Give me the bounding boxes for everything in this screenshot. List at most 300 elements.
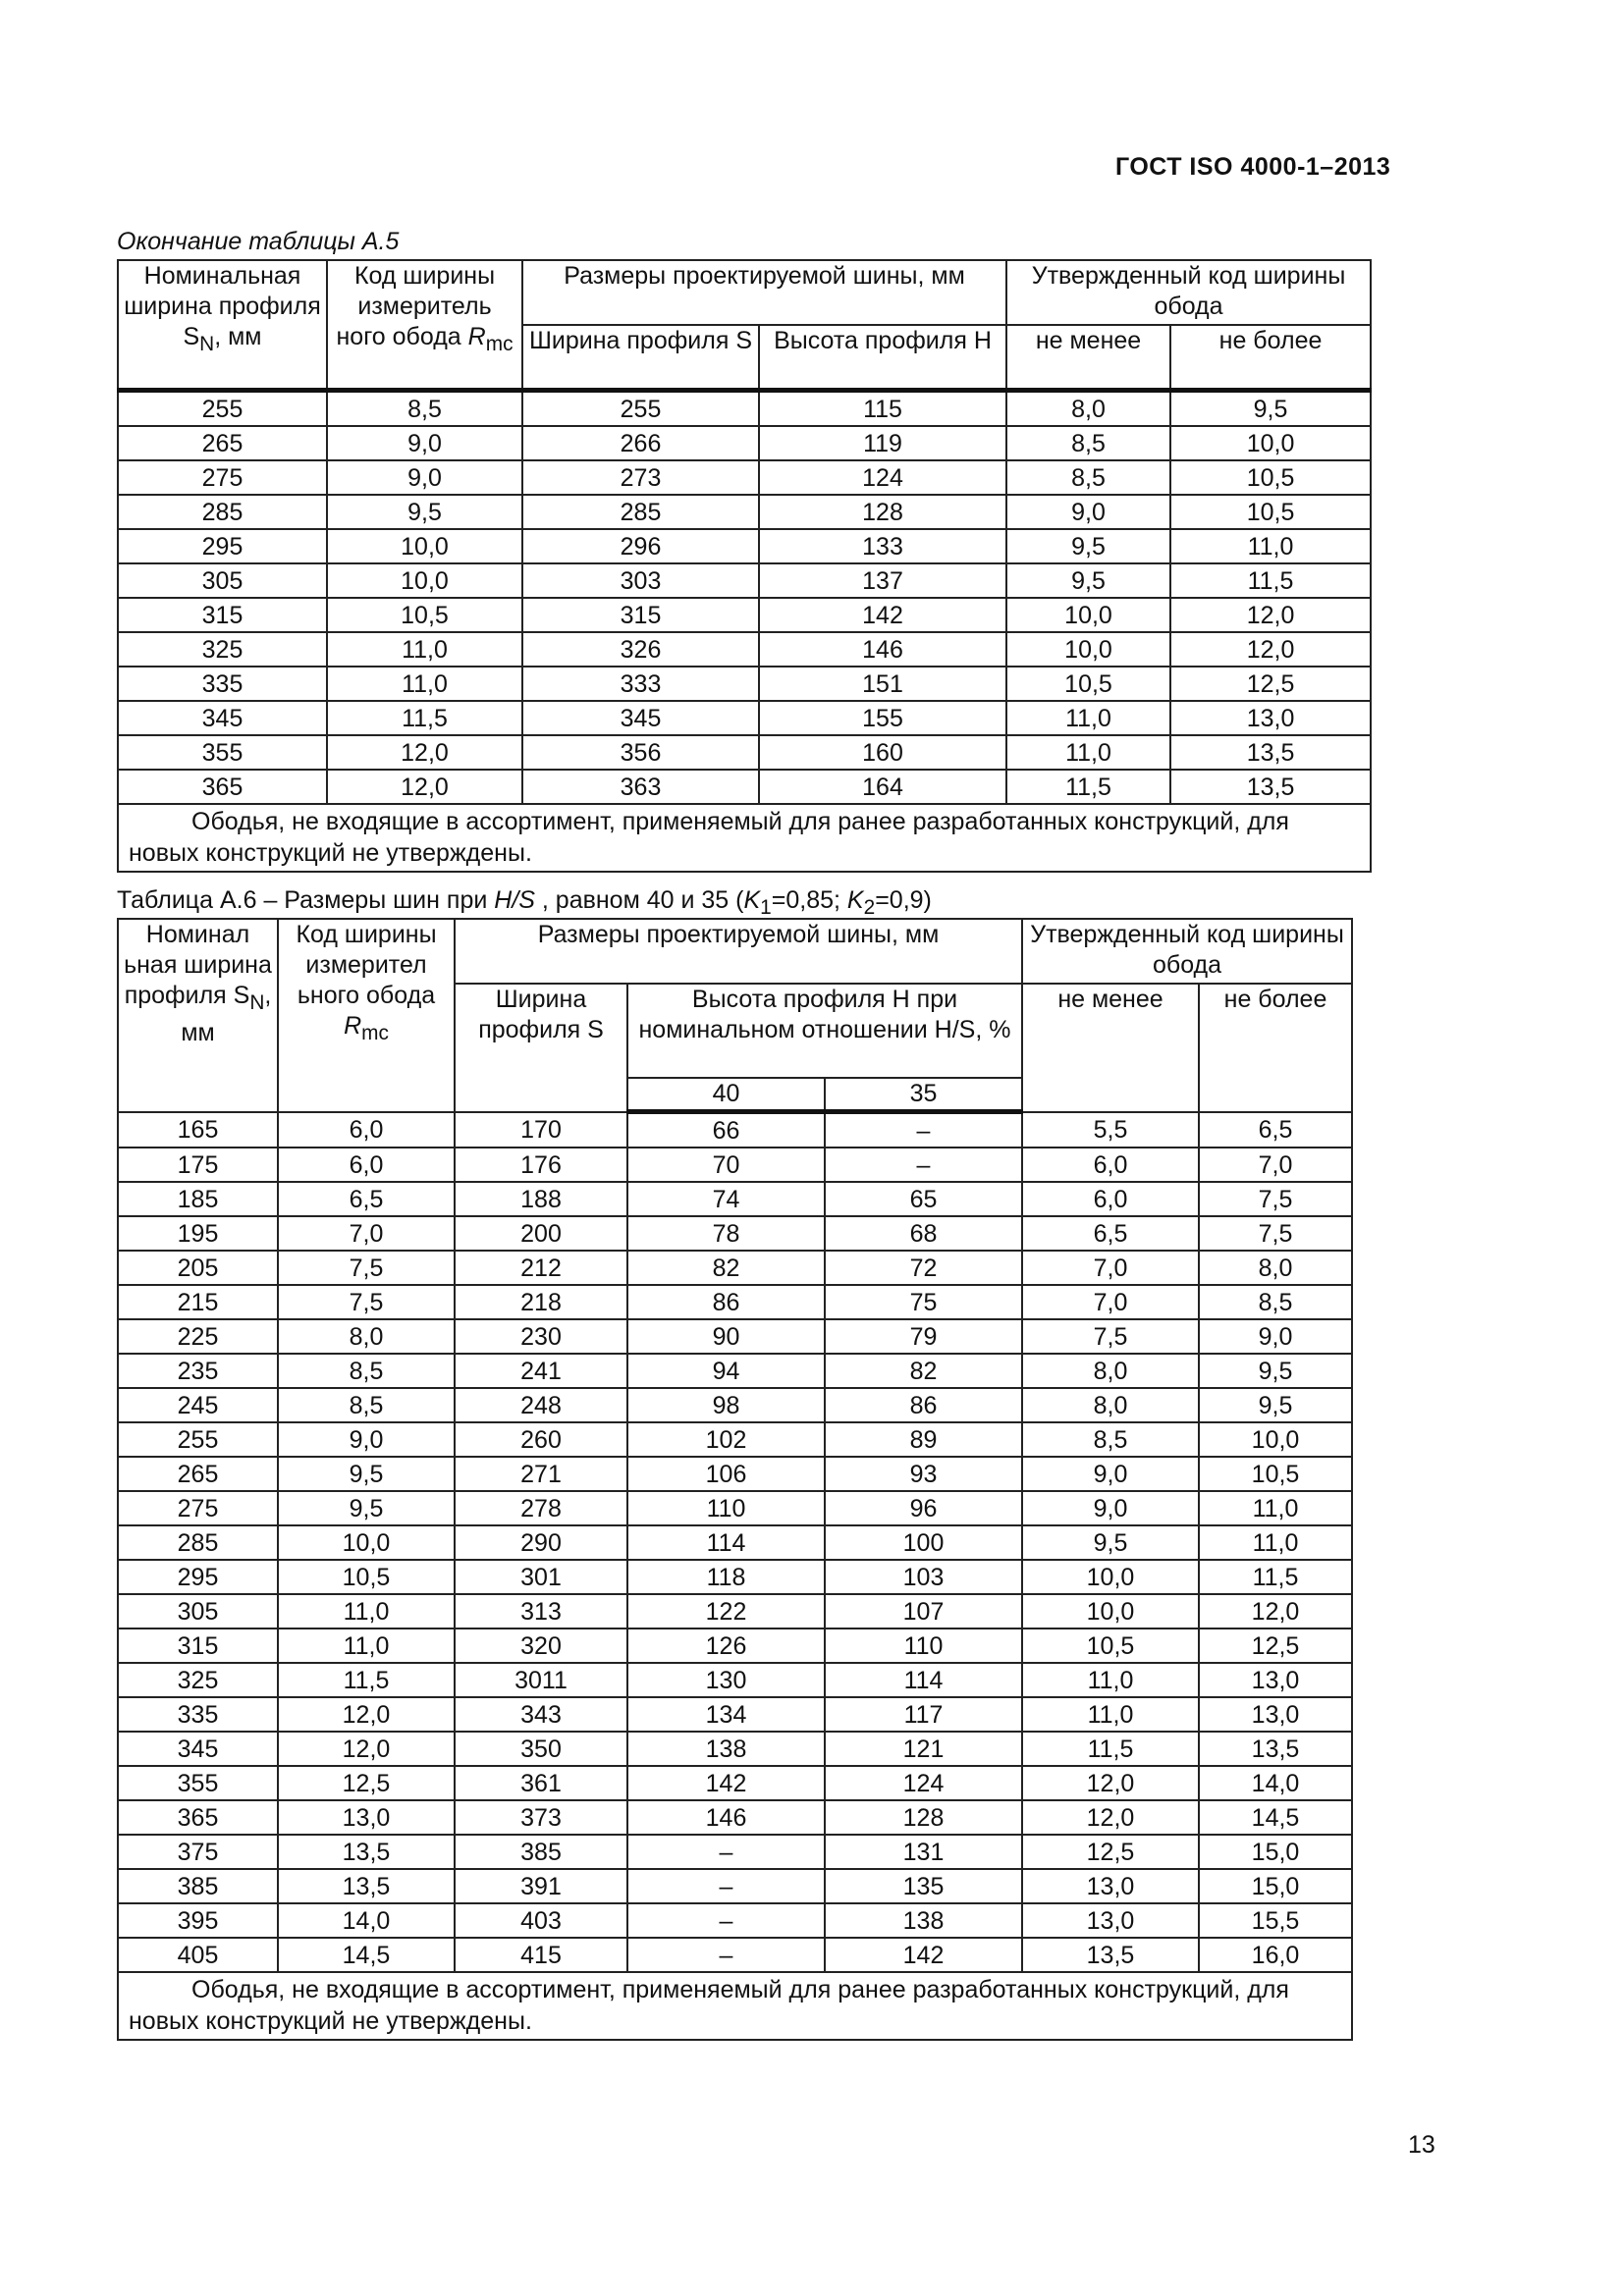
table-cell: 107 <box>825 1594 1022 1629</box>
table-cell: 11,5 <box>1006 770 1170 804</box>
table-row <box>118 1560 1352 1594</box>
table-cell: 255 <box>118 390 327 426</box>
table-cell: 15,5 <box>1199 1903 1352 1938</box>
table-cell: 117 <box>825 1697 1022 1732</box>
table-row <box>118 1491 1352 1525</box>
table-cell: 345 <box>118 701 327 735</box>
table-cell: 142 <box>759 598 1006 632</box>
table-cell: 9,0 <box>327 460 522 495</box>
table-cell: 121 <box>825 1732 1022 1766</box>
table-row <box>118 1285 1352 1319</box>
table-cell: 305 <box>118 563 327 598</box>
table-cell: 98 <box>627 1388 825 1422</box>
table-cell: 134 <box>627 1697 825 1732</box>
table-cell: 10,5 <box>1170 460 1371 495</box>
table-cell: 225 <box>118 1319 278 1354</box>
table-cell: 7,5 <box>1022 1319 1199 1354</box>
table-row <box>118 1869 1352 1903</box>
table-cell: 8,5 <box>1006 426 1170 460</box>
table-row <box>118 1835 1352 1869</box>
table-cell: 15,0 <box>1199 1869 1352 1903</box>
table-cell: 94 <box>627 1354 825 1388</box>
table-cell: 16,0 <box>1199 1938 1352 1972</box>
table-cell: 343 <box>455 1697 627 1732</box>
table-cell: 12,0 <box>1022 1800 1199 1835</box>
table-cell: 170 <box>455 1112 627 1148</box>
table-cell: 260 <box>455 1422 627 1457</box>
table-cell: 90 <box>627 1319 825 1354</box>
table-cell: 9,5 <box>1006 529 1170 563</box>
table-cell: 11,0 <box>1022 1663 1199 1697</box>
table-cell: 11,0 <box>1022 1697 1199 1732</box>
table-cell: 9,5 <box>1022 1525 1199 1560</box>
table-cell: 11,5 <box>1170 563 1371 598</box>
table-cell: 215 <box>118 1285 278 1319</box>
table-cell: 301 <box>455 1560 627 1594</box>
table-cell: 5,5 <box>1022 1112 1199 1148</box>
table-cell: – <box>627 1938 825 1972</box>
table-cell: 11,5 <box>1199 1560 1352 1594</box>
table-cell: 10,0 <box>1006 632 1170 667</box>
table-cell: 11,0 <box>1006 701 1170 735</box>
a6-col-max: не более <box>1199 984 1352 1112</box>
table-cell: 200 <box>455 1216 627 1251</box>
table-cell: 363 <box>522 770 759 804</box>
table-row <box>118 1216 1352 1251</box>
a5-body <box>118 390 1371 804</box>
table-cell: 320 <box>455 1629 627 1663</box>
table-cell: 315 <box>118 1629 278 1663</box>
table-row <box>118 1251 1352 1285</box>
table-cell: 230 <box>455 1319 627 1354</box>
table-cell: 106 <box>627 1457 825 1491</box>
table-cell: 265 <box>118 1457 278 1491</box>
table-cell: 9,0 <box>1022 1491 1199 1525</box>
table-cell: 10,5 <box>1199 1457 1352 1491</box>
table-row <box>118 1938 1352 1972</box>
table-cell: 11,0 <box>1006 735 1170 770</box>
table-cell: 9,5 <box>327 495 522 529</box>
a6-col-profile-width: Ширина профиля S <box>455 984 627 1112</box>
table-cell: 205 <box>118 1251 278 1285</box>
table-cell: – <box>825 1112 1022 1148</box>
table-row <box>118 1903 1352 1938</box>
table-cell: 118 <box>627 1560 825 1594</box>
table-cell: 10,5 <box>1170 495 1371 529</box>
table-cell: 395 <box>118 1903 278 1938</box>
table-row <box>118 701 1371 735</box>
table-cell: 175 <box>118 1148 278 1182</box>
table-cell: 295 <box>118 529 327 563</box>
table-cell: 114 <box>825 1663 1022 1697</box>
table-cell: 72 <box>825 1251 1022 1285</box>
table-cell: 124 <box>759 460 1006 495</box>
table-row <box>118 598 1371 632</box>
table-row <box>118 529 1371 563</box>
a6-col-min: не менее <box>1022 984 1199 1112</box>
table-cell: 273 <box>522 460 759 495</box>
table-cell: 11,5 <box>1022 1732 1199 1766</box>
a5-col-approved-code: Утвержденный код ширины обода <box>1006 260 1371 325</box>
table-cell: 128 <box>759 495 1006 529</box>
table-cell: 12,0 <box>278 1697 455 1732</box>
table-cell: 10,0 <box>1022 1594 1199 1629</box>
table-cell: 285 <box>118 1525 278 1560</box>
table-cell: 11,0 <box>1199 1491 1352 1525</box>
table-cell: 9,0 <box>327 426 522 460</box>
table-cell: 195 <box>118 1216 278 1251</box>
table-cell: 278 <box>455 1491 627 1525</box>
table-a5 <box>117 259 1372 873</box>
table-cell: 13,5 <box>278 1869 455 1903</box>
table-row <box>118 495 1371 529</box>
table-cell: 13,0 <box>1022 1869 1199 1903</box>
table-cell: 218 <box>455 1285 627 1319</box>
table-cell: 8,0 <box>278 1319 455 1354</box>
table-row <box>118 1457 1352 1491</box>
table-cell: 385 <box>455 1835 627 1869</box>
a5-col-max: не более <box>1170 325 1371 390</box>
table-row <box>118 1388 1352 1422</box>
table-cell: 285 <box>118 495 327 529</box>
table-cell: 13,0 <box>1199 1697 1352 1732</box>
table-cell: 6,5 <box>1022 1216 1199 1251</box>
table-row <box>118 460 1371 495</box>
table-cell: 295 <box>118 1560 278 1594</box>
table-cell: 12,5 <box>1199 1629 1352 1663</box>
table-row <box>118 735 1371 770</box>
table-cell: 14,5 <box>1199 1800 1352 1835</box>
table-cell: 7,5 <box>278 1285 455 1319</box>
table-cell: 115 <box>759 390 1006 426</box>
table-a5-caption: Окончание таблицы А.5 <box>117 228 400 255</box>
table-cell: 9,0 <box>1022 1457 1199 1491</box>
table-cell: 266 <box>522 426 759 460</box>
table-row <box>118 1182 1352 1216</box>
table-cell: 89 <box>825 1422 1022 1457</box>
a5-col-nominal-width: Номинальная ширина профиля $S_N$, мм <box>118 260 327 390</box>
table-row <box>118 1732 1352 1766</box>
table-cell: 79 <box>825 1319 1022 1354</box>
a6-col-ratio-40: 40 <box>627 1078 825 1112</box>
table-cell: 6,0 <box>278 1148 455 1182</box>
table-cell: 14,0 <box>278 1903 455 1938</box>
table-cell: 365 <box>118 770 327 804</box>
table-cell: 303 <box>522 563 759 598</box>
a5-col-profile-width: Ширина профиля S <box>522 325 759 390</box>
table-cell: 290 <box>455 1525 627 1560</box>
table-row <box>118 1354 1352 1388</box>
table-cell: 9,5 <box>278 1457 455 1491</box>
table-cell: 164 <box>759 770 1006 804</box>
table-cell: 13,5 <box>1170 770 1371 804</box>
table-row <box>118 1148 1352 1182</box>
table-cell: 12,5 <box>1022 1835 1199 1869</box>
table-cell: 160 <box>759 735 1006 770</box>
table-cell: 255 <box>118 1422 278 1457</box>
table-cell: 8,5 <box>278 1388 455 1422</box>
table-cell: 10,5 <box>327 598 522 632</box>
table-cell: 375 <box>118 1835 278 1869</box>
table-cell: – <box>627 1903 825 1938</box>
table-cell: 245 <box>118 1388 278 1422</box>
table-row <box>118 1800 1352 1835</box>
table-cell: 74 <box>627 1182 825 1216</box>
table-row <box>118 1525 1352 1560</box>
table-cell: 10,5 <box>1022 1629 1199 1663</box>
table-cell: 110 <box>627 1491 825 1525</box>
table-cell: 285 <box>522 495 759 529</box>
table-cell: 313 <box>455 1594 627 1629</box>
table-cell: 8,5 <box>327 390 522 426</box>
table-cell: 391 <box>455 1869 627 1903</box>
table-cell: 14,5 <box>278 1938 455 1972</box>
table-cell: 7,5 <box>1199 1182 1352 1216</box>
table-cell: 15,0 <box>1199 1835 1352 1869</box>
table-cell: 146 <box>627 1800 825 1835</box>
table-cell: 11,0 <box>1170 529 1371 563</box>
a5-note: Ободья, не входящие в ассортимент, применяемый для ранее разработанных конструкций, для новых конструкций не утверждены. <box>118 804 1371 872</box>
table-cell: 345 <box>522 701 759 735</box>
page-number: 13 <box>1408 2131 1435 2159</box>
table-cell: 124 <box>825 1766 1022 1800</box>
a6-col-nominal-width: Номинал ьная ширина профиля $S_N$, мм <box>118 919 278 1112</box>
table-cell: 355 <box>118 735 327 770</box>
table-cell: 315 <box>118 598 327 632</box>
table-cell: 151 <box>759 667 1006 701</box>
table-cell: 13,0 <box>278 1800 455 1835</box>
table-cell: – <box>627 1869 825 1903</box>
table-a6-caption: Таблица А.6 – Размеры шин при H/S , равном 40 и 35 ($K_1=0,85$; $K_2=0,9$) <box>117 886 932 919</box>
table-cell: 12,0 <box>1199 1594 1352 1629</box>
table-cell: 10,0 <box>327 563 522 598</box>
table-cell: 271 <box>455 1457 627 1491</box>
table-cell: 8,5 <box>278 1354 455 1388</box>
a5-col-profile-height: Высота профиля H <box>759 325 1006 390</box>
table-row <box>118 1697 1352 1732</box>
a5-col-rim-code: Код ширины измеритель ного обода $R_{mc}$ <box>327 260 522 390</box>
table-cell: 68 <box>825 1216 1022 1251</box>
table-cell: 9,5 <box>1199 1354 1352 1388</box>
table-row <box>118 390 1371 426</box>
table-cell: 9,5 <box>1006 563 1170 598</box>
table-cell: 102 <box>627 1422 825 1457</box>
table-cell: 7,0 <box>1199 1148 1352 1182</box>
table-cell: 11,0 <box>1199 1525 1352 1560</box>
table-cell: 235 <box>118 1354 278 1388</box>
table-cell: 275 <box>118 460 327 495</box>
table-cell: 7,5 <box>1199 1216 1352 1251</box>
a6-col-approved-code: Утвержденный код ширины обода <box>1022 919 1352 984</box>
table-cell: 86 <box>825 1388 1022 1422</box>
table-cell: 165 <box>118 1112 278 1148</box>
table-cell: 12,0 <box>327 735 522 770</box>
table-cell: 11,0 <box>278 1594 455 1629</box>
table-cell: 12,0 <box>278 1732 455 1766</box>
table-row <box>118 1629 1352 1663</box>
table-cell: 131 <box>825 1835 1022 1869</box>
a6-col-design-size: Размеры проектируемой шины, мм <box>455 919 1022 984</box>
table-cell: 75 <box>825 1285 1022 1319</box>
table-cell: 9,0 <box>278 1422 455 1457</box>
table-row <box>118 667 1371 701</box>
table-a6 <box>117 918 1353 2041</box>
table-cell: 265 <box>118 426 327 460</box>
table-cell: 6,0 <box>1022 1148 1199 1182</box>
a5-col-min: не менее <box>1006 325 1170 390</box>
table-cell: 9,5 <box>278 1491 455 1525</box>
table-cell: 176 <box>455 1148 627 1182</box>
table-cell: 10,0 <box>1170 426 1371 460</box>
table-cell: 66 <box>627 1112 825 1148</box>
table-cell: 355 <box>118 1766 278 1800</box>
table-cell: 86 <box>627 1285 825 1319</box>
table-row <box>118 1112 1352 1148</box>
table-cell: 11,0 <box>278 1629 455 1663</box>
table-cell: 326 <box>522 632 759 667</box>
table-cell: 13,0 <box>1022 1903 1199 1938</box>
table-cell: 11,5 <box>278 1663 455 1697</box>
table-cell: 135 <box>825 1869 1022 1903</box>
table-cell: 8,0 <box>1022 1388 1199 1422</box>
table-row <box>118 1422 1352 1457</box>
table-cell: 10,0 <box>1022 1560 1199 1594</box>
table-cell: 119 <box>759 426 1006 460</box>
table-cell: 14,0 <box>1199 1766 1352 1800</box>
table-cell: 13,0 <box>1170 701 1371 735</box>
table-cell: 138 <box>825 1903 1022 1938</box>
table-row <box>118 563 1371 598</box>
table-cell: 126 <box>627 1629 825 1663</box>
table-cell: 65 <box>825 1182 1022 1216</box>
table-cell: 12,5 <box>278 1766 455 1800</box>
table-cell: 12,0 <box>327 770 522 804</box>
table-cell: 403 <box>455 1903 627 1938</box>
a6-col-rim-code: Код ширины измерител ьного обода $R_{mc}$ <box>278 919 455 1112</box>
table-cell: 305 <box>118 1594 278 1629</box>
a5-col-design-size: Размеры проектируемой шины, мм <box>522 260 1006 325</box>
table-cell: 100 <box>825 1525 1022 1560</box>
table-cell: 12,5 <box>1170 667 1371 701</box>
table-cell: 275 <box>118 1491 278 1525</box>
table-cell: 10,0 <box>278 1525 455 1560</box>
table-row <box>118 1766 1352 1800</box>
table-cell: 8,5 <box>1006 460 1170 495</box>
a6-body <box>118 1112 1352 1973</box>
a6-col-profile-height: Высота профиля H при номинальном отношении H/S, % <box>627 984 1022 1078</box>
table-cell: 13,5 <box>1022 1938 1199 1972</box>
table-cell: 9,5 <box>1199 1388 1352 1422</box>
table-cell: 10,0 <box>1199 1422 1352 1457</box>
table-cell: 110 <box>825 1629 1022 1663</box>
table-cell: 7,5 <box>278 1251 455 1285</box>
table-cell: 415 <box>455 1938 627 1972</box>
table-cell: 325 <box>118 632 327 667</box>
table-cell: 142 <box>825 1938 1022 1972</box>
table-cell: 405 <box>118 1938 278 1972</box>
table-cell: 9,0 <box>1199 1319 1352 1354</box>
table-cell: 350 <box>455 1732 627 1766</box>
table-cell: 8,0 <box>1022 1354 1199 1388</box>
table-cell: 146 <box>759 632 1006 667</box>
table-cell: 3011 <box>455 1663 627 1697</box>
table-cell: 6,5 <box>1199 1112 1352 1148</box>
table-cell: 9,5 <box>1170 390 1371 426</box>
table-cell: 333 <box>522 667 759 701</box>
table-cell: 130 <box>627 1663 825 1697</box>
table-cell: 10,0 <box>1006 598 1170 632</box>
table-cell: 13,0 <box>1199 1663 1352 1697</box>
table-cell: 12,0 <box>1170 632 1371 667</box>
table-cell: 255 <box>522 390 759 426</box>
document-id: ГОСТ ISO 4000-1–2013 <box>1115 153 1391 181</box>
table-cell: 128 <box>825 1800 1022 1835</box>
table-cell: 82 <box>825 1354 1022 1388</box>
table-cell: 93 <box>825 1457 1022 1491</box>
table-cell: 335 <box>118 667 327 701</box>
table-row <box>118 632 1371 667</box>
table-cell: 11,5 <box>327 701 522 735</box>
table-cell: 8,5 <box>1022 1422 1199 1457</box>
table-cell: 155 <box>759 701 1006 735</box>
table-row <box>118 770 1371 804</box>
table-cell: 10,5 <box>1006 667 1170 701</box>
table-cell: 70 <box>627 1148 825 1182</box>
table-cell: 188 <box>455 1182 627 1216</box>
table-cell: 78 <box>627 1216 825 1251</box>
table-cell: 12,0 <box>1022 1766 1199 1800</box>
table-row <box>118 1319 1352 1354</box>
table-cell: 185 <box>118 1182 278 1216</box>
table-cell: 9,0 <box>1006 495 1170 529</box>
table-cell: 385 <box>118 1869 278 1903</box>
table-cell: 133 <box>759 529 1006 563</box>
table-cell: 8,0 <box>1006 390 1170 426</box>
table-cell: 137 <box>759 563 1006 598</box>
table-cell: 96 <box>825 1491 1022 1525</box>
table-cell: 10,0 <box>327 529 522 563</box>
table-row <box>118 1663 1352 1697</box>
table-cell: 114 <box>627 1525 825 1560</box>
table-cell: 11,0 <box>327 632 522 667</box>
a6-note: Ободья, не входящие в ассортимент, применяемый для ранее разработанных конструкций, для новых конструкций не утверждены. <box>118 1972 1352 2040</box>
a6-col-ratio-35: 35 <box>825 1078 1022 1112</box>
table-cell: 8,5 <box>1199 1285 1352 1319</box>
table-cell: 7,0 <box>1022 1251 1199 1285</box>
table-cell: 6,0 <box>1022 1182 1199 1216</box>
table-cell: 10,5 <box>278 1560 455 1594</box>
table-cell: 138 <box>627 1732 825 1766</box>
table-cell: 82 <box>627 1251 825 1285</box>
table-cell: 142 <box>627 1766 825 1800</box>
table-cell: 13,5 <box>1199 1732 1352 1766</box>
table-cell: 6,0 <box>278 1112 455 1148</box>
table-cell: – <box>825 1148 1022 1182</box>
table-cell: 361 <box>455 1766 627 1800</box>
table-cell: 373 <box>455 1800 627 1835</box>
table-cell: 296 <box>522 529 759 563</box>
table-cell: 365 <box>118 1800 278 1835</box>
table-cell: 315 <box>522 598 759 632</box>
table-cell: 6,5 <box>278 1182 455 1216</box>
table-cell: – <box>627 1835 825 1869</box>
table-cell: 325 <box>118 1663 278 1697</box>
table-row <box>118 426 1371 460</box>
table-cell: 345 <box>118 1732 278 1766</box>
table-cell: 8,0 <box>1199 1251 1352 1285</box>
table-cell: 212 <box>455 1251 627 1285</box>
table-cell: 7,0 <box>1022 1285 1199 1319</box>
